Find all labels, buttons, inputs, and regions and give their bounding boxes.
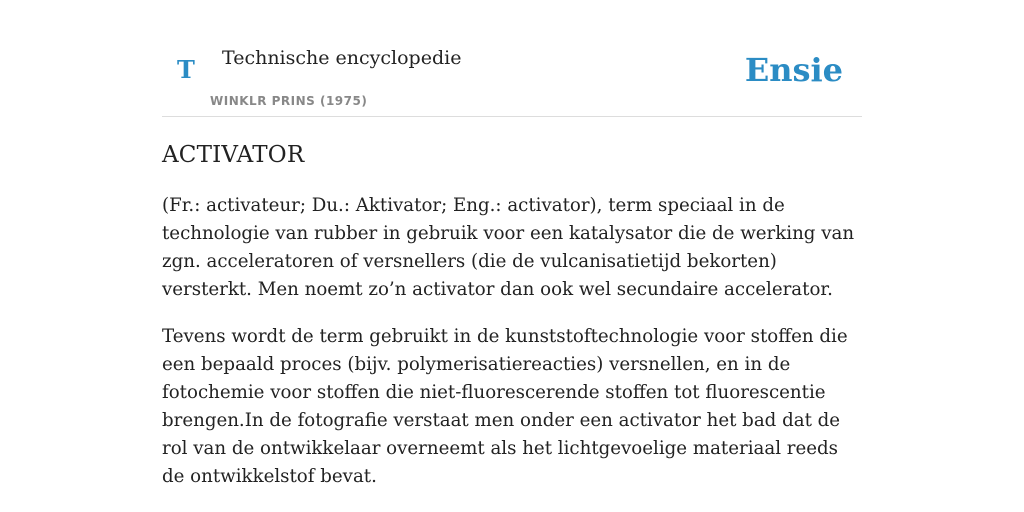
article-paragraph: Tevens wordt de term gebruikt in de kunststoftechnologie voor stoffen die een bepaald proces (bijv. polymerisatiereacties) versnellen, en in de fotochemie voor stoffen die niet-fluorescerende stoffen tot fluorescentie brengen.In de fotografie verstaat men onder een activator het bad dat de rol van de ontwikkelaar overneemt als het lichtgevoelige materiaal reeds de ontwikkelstof bevat. [162, 326, 848, 487]
encyclopedia-logo[interactable]: T [177, 55, 195, 84]
article-title: ACTIVATOR [162, 142, 305, 168]
header [162, 0, 862, 117]
page-container [162, 0, 862, 487]
article-paragraph: (Fr.: activateur; Du.: Aktivator; Eng.: activator), term speciaal in de technologie van rubber in gebruik voor een katalysator die de werking van zgn. acceleratoren of versnellers (die de vulcanisatietijd bekorten) versterkt. Men noemt zo’n activator dan ook wel secundaire accelerator. [162, 195, 855, 300]
ensie-logo[interactable]: Ensie [744, 51, 843, 89]
article-body [162, 192, 862, 510]
encyclopedia-title-link[interactable]: Technische encyclopedie [222, 47, 462, 69]
source-label: WINKLR PRINS (1975) [210, 94, 368, 108]
